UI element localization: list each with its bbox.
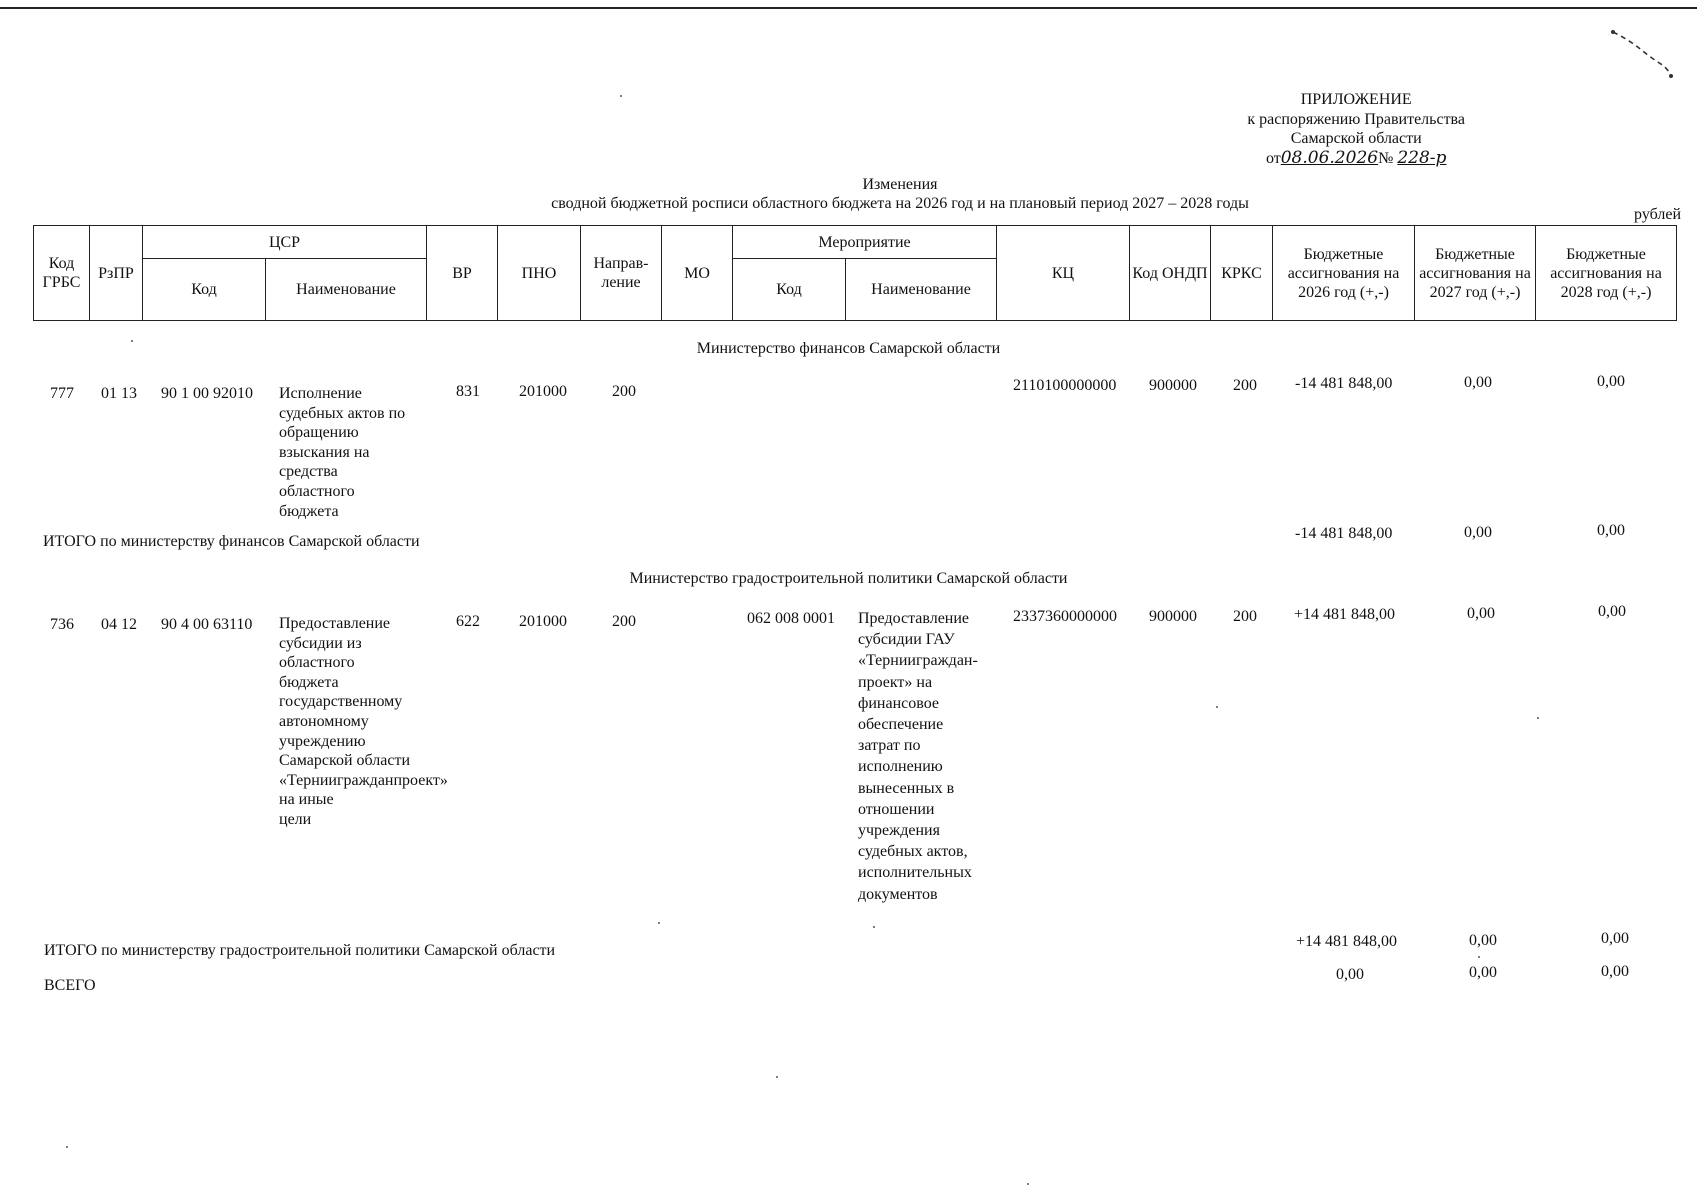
- cell-grbs: 736: [50, 616, 74, 633]
- csr-name-line: государственному: [279, 693, 403, 711]
- appendix-line1: ПРИЛОЖЕНИЕ: [1300, 91, 1412, 108]
- scan-speck: [620, 95, 622, 97]
- appendix-line2: к распоряжению Правительства: [1247, 110, 1465, 128]
- event-name-line: финансовое: [858, 694, 939, 712]
- cell-csr-name: [279, 614, 448, 830]
- total-y2026: +14 481 848,00: [1296, 933, 1398, 950]
- csr-name-line: субсидии из: [279, 634, 362, 652]
- scan-corner-mark: [1609, 28, 1679, 83]
- event-name-line: обеспечение: [858, 716, 944, 734]
- appendix-date-line: [1247, 149, 1465, 169]
- scan-speck: [1027, 1183, 1029, 1185]
- header-direction: Направ-ление: [581, 226, 662, 321]
- scan-speck: [1537, 717, 1539, 719]
- cell-vr: 831: [456, 383, 480, 400]
- cell-csr-name: [279, 384, 439, 521]
- cell-event-code: 062 008 0001: [747, 610, 835, 627]
- scan-speck: [658, 922, 660, 924]
- total-y2027: 0,00: [1464, 524, 1492, 541]
- cell-ondp: 900000: [1149, 608, 1197, 625]
- header-pno: ПНО: [498, 226, 581, 321]
- header-ondp: Код ОНДП: [1130, 226, 1211, 321]
- scan-speck: [873, 926, 875, 928]
- csr-name-line: учреждению: [279, 732, 366, 750]
- header-rzpr: РзПР: [90, 226, 143, 321]
- cell-y2026: +14 481 848,00: [1294, 606, 1396, 623]
- grand-total-y2026: 0,00: [1336, 966, 1364, 983]
- csr-name-line: бюджета: [279, 673, 339, 691]
- appendix-block: [1247, 90, 1465, 168]
- event-name-line: судебных актов,: [858, 843, 968, 861]
- section-title-mingrad: Министерство градостроительной политики Самарской области: [629, 570, 1068, 587]
- event-name-line: Предоставление: [858, 610, 970, 627]
- csr-name-line: средства: [279, 463, 338, 481]
- cell-y2026: -14 481 848,00: [1295, 375, 1393, 392]
- handwritten-date: 08.06.2026: [1280, 147, 1379, 168]
- event-name-line: исполнительных: [858, 864, 972, 882]
- header-csr: ЦСР: [143, 226, 427, 259]
- event-name-line: затрат по: [858, 737, 921, 755]
- grand-total-label: ВСЕГО: [44, 977, 96, 994]
- event-name-line: отношении: [858, 800, 935, 818]
- cell-y2027: 0,00: [1467, 605, 1495, 622]
- cell-y2028: 0,00: [1597, 373, 1625, 390]
- event-name-line: учреждения: [858, 822, 940, 840]
- number-prefix: №: [1378, 149, 1394, 167]
- csr-name-line: областного: [279, 482, 355, 500]
- cell-pno: 201000: [519, 383, 567, 400]
- csr-name-line: автономному: [279, 712, 369, 730]
- header-event: Мероприятие: [733, 226, 997, 259]
- appendix-line3: Самарской области: [1290, 130, 1422, 147]
- total-y2028: 0,00: [1597, 522, 1625, 539]
- scan-speck: [1216, 706, 1218, 708]
- document-title: [400, 175, 1400, 213]
- cell-grbs: 777: [50, 385, 74, 402]
- csr-name-line: судебных актов по: [279, 404, 406, 422]
- event-name-line: субсидии ГАУ: [858, 631, 955, 649]
- header-csr-name: Наименование: [266, 259, 427, 321]
- event-name-line: проект» на: [858, 673, 933, 691]
- cell-direction: 200: [612, 383, 636, 400]
- cell-event-name: [858, 608, 998, 905]
- total-label: ИТОГО по министерству финансов Самарской области: [43, 533, 420, 550]
- title-line1: Изменения: [862, 176, 938, 193]
- cell-csr-code: 90 4 00 63110: [161, 616, 253, 633]
- date-prefix: от: [1265, 149, 1281, 167]
- units-label: рублей: [1634, 206, 1681, 223]
- handwritten-number: 228-р: [1397, 147, 1447, 168]
- event-name-line: исполнению: [858, 758, 943, 776]
- title-line2: сводной бюджетной росписи областного бюджета на 2026 год и на плановый период 2027 – 2028 годы: [551, 195, 1249, 212]
- header-vr: ВР: [427, 226, 498, 321]
- cell-y2028: 0,00: [1598, 603, 1626, 620]
- cell-pno: 201000: [519, 613, 567, 630]
- header-kc: КЦ: [997, 226, 1130, 321]
- table-header: [33, 225, 1677, 321]
- header-event-name: Наименование: [846, 259, 997, 321]
- event-name-line: вынесенных в: [858, 779, 955, 797]
- cell-y2027: 0,00: [1464, 374, 1492, 391]
- total-y2026: -14 481 848,00: [1295, 525, 1393, 542]
- cell-direction: 200: [612, 613, 636, 630]
- section-title-minfin: Министерство финансов Самарской области: [696, 340, 1001, 357]
- csr-name-line: цели: [279, 810, 312, 828]
- cell-kc: 2110100000000: [1013, 377, 1117, 394]
- cell-rzpr: 04 12: [101, 616, 137, 633]
- csr-name-line: бюджета: [279, 502, 339, 520]
- cell-kc: 2337360000000: [1013, 608, 1117, 625]
- grand-total-y2028: 0,00: [1601, 963, 1629, 980]
- total-label: ИТОГО по министерству градостроительной политики Самарской области: [44, 942, 556, 959]
- scan-speck: [131, 340, 133, 342]
- page-top-border: [0, 7, 1697, 9]
- header-csr-code: Код: [143, 259, 266, 321]
- scan-speck: [66, 1146, 68, 1148]
- csr-name-line: областного: [279, 654, 355, 672]
- event-name-line: «Тернииграждан-: [858, 652, 978, 670]
- header-y2028: Бюджетные ассигнования на 2028 год (+,-): [1536, 226, 1677, 321]
- header-event-code: Код: [733, 259, 846, 321]
- header-y2027: Бюджетные ассигнования на 2027 год (+,-): [1415, 226, 1536, 321]
- header-mo: МО: [662, 226, 733, 321]
- cell-krks: 200: [1233, 608, 1257, 625]
- csr-name-line: Предоставление: [279, 615, 391, 632]
- csr-name-line: «Терниигражданпроект» на иные: [279, 771, 448, 809]
- header-grbs: Код ГРБС: [34, 226, 90, 321]
- total-y2028: 0,00: [1601, 930, 1629, 947]
- csr-name-line: обращению: [279, 424, 359, 442]
- cell-rzpr: 01 13: [101, 385, 137, 402]
- csr-name-line: Самарской области: [279, 752, 410, 770]
- csr-name-line: взыскания на: [279, 443, 370, 461]
- grand-total-y2027: 0,00: [1469, 964, 1497, 981]
- cell-ondp: 900000: [1149, 377, 1197, 394]
- header-y2026: Бюджетные ассигнования на 2026 год (+,-): [1273, 226, 1415, 321]
- csr-name-line: Исполнение: [279, 385, 362, 402]
- header-krks: КРКС: [1211, 226, 1273, 321]
- cell-csr-code: 90 1 00 92010: [161, 385, 253, 402]
- event-name-line: документов: [858, 885, 938, 903]
- scan-speck: [776, 1076, 778, 1078]
- cell-krks: 200: [1233, 377, 1257, 394]
- cell-vr: 622: [456, 613, 480, 630]
- total-y2027: 0,00: [1469, 932, 1497, 949]
- scan-speck: [1478, 956, 1480, 958]
